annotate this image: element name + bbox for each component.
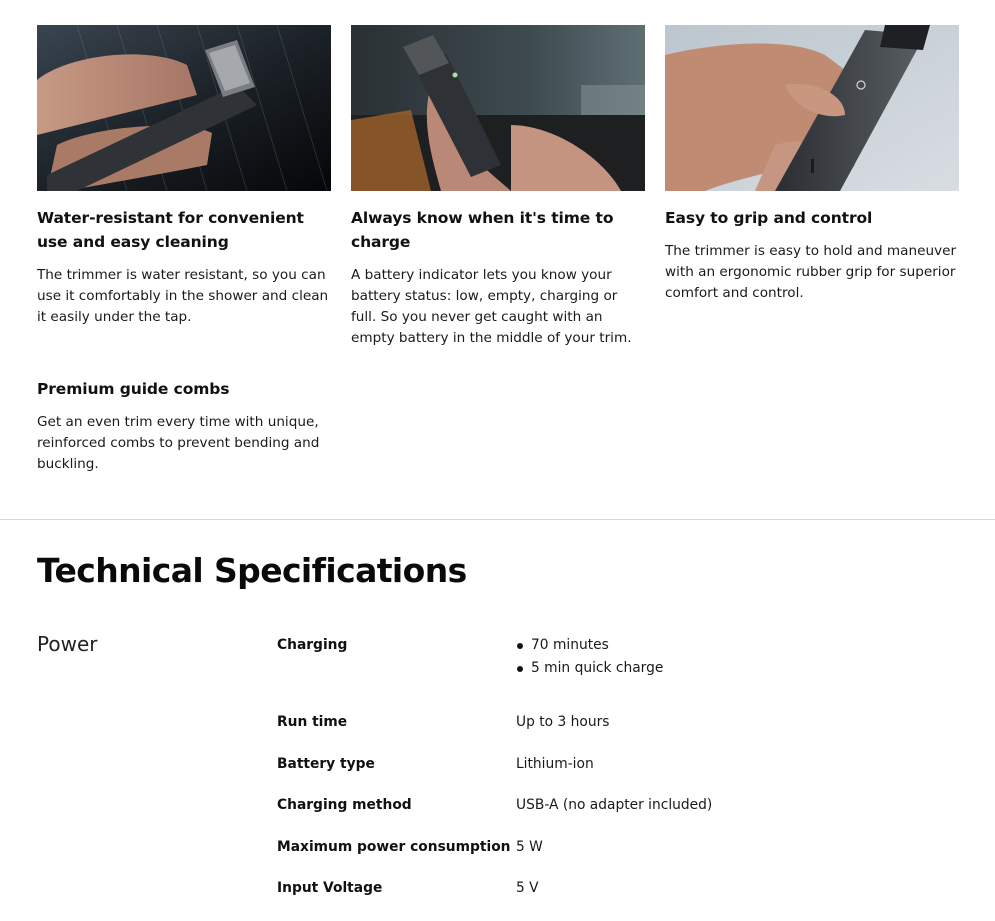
spec-group-power: Power bbox=[37, 632, 98, 656]
spec-label: Input Voltage bbox=[277, 880, 383, 896]
feature-title: Premium guide combs bbox=[37, 380, 230, 398]
spec-value-item: 70 minutes bbox=[516, 631, 663, 660]
spec-label: Maximum power consumption bbox=[277, 839, 511, 855]
feature-text: A battery indicator lets you know your battery status: low, empty, charging or full. So you never get caught with an empty battery in the middle of your trim. bbox=[351, 267, 632, 346]
spec-label: Run time bbox=[277, 714, 348, 730]
spec-value bbox=[516, 637, 663, 683]
section-divider bbox=[0, 519, 995, 520]
spec-value-item: 5 min quick charge bbox=[516, 654, 663, 683]
spec-value: 5 W bbox=[516, 839, 543, 855]
feature-title: Easy to grip and control bbox=[665, 209, 873, 227]
feature-text: The trimmer is easy to hold and maneuver with an ergonomic rubber grip for superior comfort and control. bbox=[665, 243, 957, 301]
feature-image-battery bbox=[351, 25, 645, 191]
spec-value: USB-A (no adapter included) bbox=[516, 797, 713, 813]
spec-label: Charging method bbox=[277, 797, 412, 813]
spec-value: 5 V bbox=[516, 880, 539, 896]
feature-card-easy-grip bbox=[665, 25, 960, 304]
feature-image-grip bbox=[665, 25, 959, 191]
spec-value-list bbox=[516, 631, 663, 683]
feature-title: Always know when it's time to charge bbox=[351, 209, 614, 251]
feature-image-shower bbox=[37, 25, 331, 191]
spec-label: Battery type bbox=[277, 756, 375, 772]
spec-value: Lithium-ion bbox=[516, 756, 594, 772]
feature-text: The trimmer is water resistant, so you can use it comfortably in the shower and clean it easily under the tap. bbox=[37, 267, 329, 325]
feature-text: Get an even trim every time with unique, reinforced combs to prevent bending and buckling. bbox=[37, 414, 320, 472]
spec-label: Charging bbox=[277, 637, 348, 653]
specs-heading: Technical Specifications bbox=[37, 551, 467, 590]
feature-card-water-resistant bbox=[37, 25, 332, 328]
feature-card-battery-indicator bbox=[351, 25, 646, 349]
feature-title: Water-resistant for convenient use and easy cleaning bbox=[37, 209, 304, 251]
feature-card-guide-combs bbox=[37, 377, 332, 475]
spec-value: Up to 3 hours bbox=[516, 714, 610, 730]
